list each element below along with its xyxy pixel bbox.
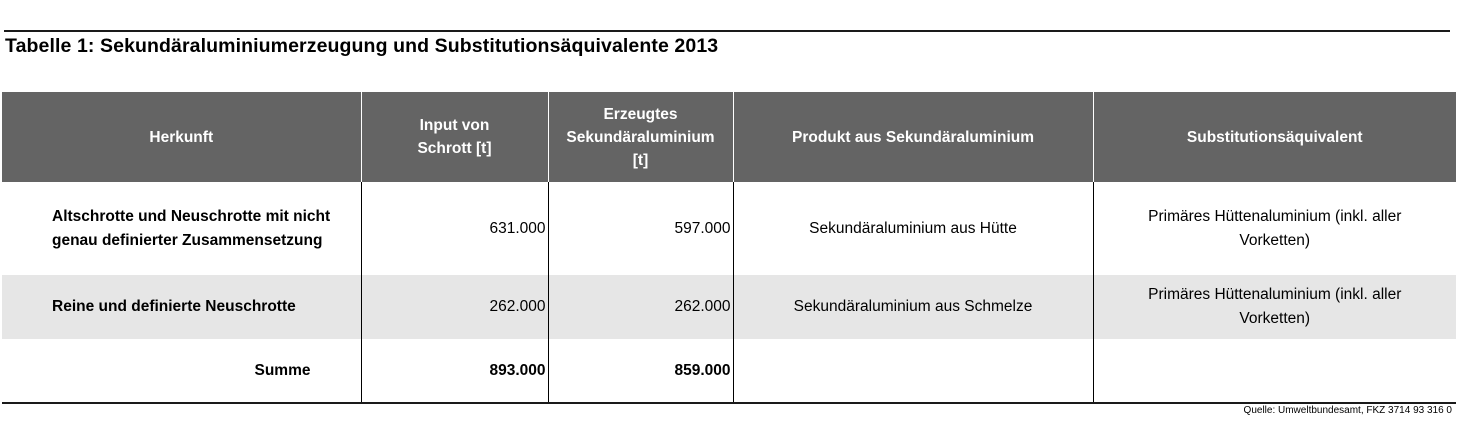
table-row — [2, 275, 1456, 339]
cell-product: Sekundäraluminium aus Hütte — [733, 182, 1093, 275]
sum-substitution-empty — [1093, 339, 1456, 403]
cell-produced: 262.000 — [548, 275, 733, 339]
sum-row — [2, 339, 1456, 403]
sum-product-empty — [733, 339, 1093, 403]
cell-substitution: Primäres Hüttenaluminium (inkl. aller Vorketten) — [1148, 207, 1402, 249]
cell-produced: 597.000 — [548, 182, 733, 275]
header-product: Produkt aus Sekundäraluminium — [733, 92, 1093, 182]
sum-label: Summe — [2, 339, 361, 403]
cell-input: 631.000 — [361, 182, 548, 275]
header-substitution: Substitutionsäquivalent — [1093, 92, 1456, 182]
cell-input: 262.000 — [361, 275, 548, 339]
data-table — [2, 92, 1456, 404]
table-title: Tabelle 1: Sekundäraluminiumerzeugung und Substitutionsäquivalente 2013 — [5, 35, 719, 57]
sum-produced: 859.000 — [548, 339, 733, 403]
header-produced: Erzeugtes Sekundäraluminium [t] — [548, 92, 733, 182]
header-input: Input von Schrott [t] — [361, 92, 548, 182]
cell-product: Sekundäraluminium aus Schmelze — [733, 275, 1093, 339]
cell-origin: Reine und definierte Neuschrotte — [2, 275, 361, 339]
header-origin: Herkunft — [2, 92, 361, 182]
sum-input: 893.000 — [361, 339, 548, 403]
source-note: Quelle: Umweltbundesamt, FKZ 3714 93 316 0 — [1243, 405, 1452, 416]
header-row — [2, 92, 1456, 182]
top-rule — [4, 30, 1450, 32]
cell-origin: Altschrotte und Neuschrotte mit nicht genau definierter Zusammensetzung — [2, 182, 361, 275]
table-row — [2, 182, 1456, 275]
cell-substitution: Primäres Hüttenaluminium (inkl. aller Vorketten) — [1093, 275, 1456, 339]
